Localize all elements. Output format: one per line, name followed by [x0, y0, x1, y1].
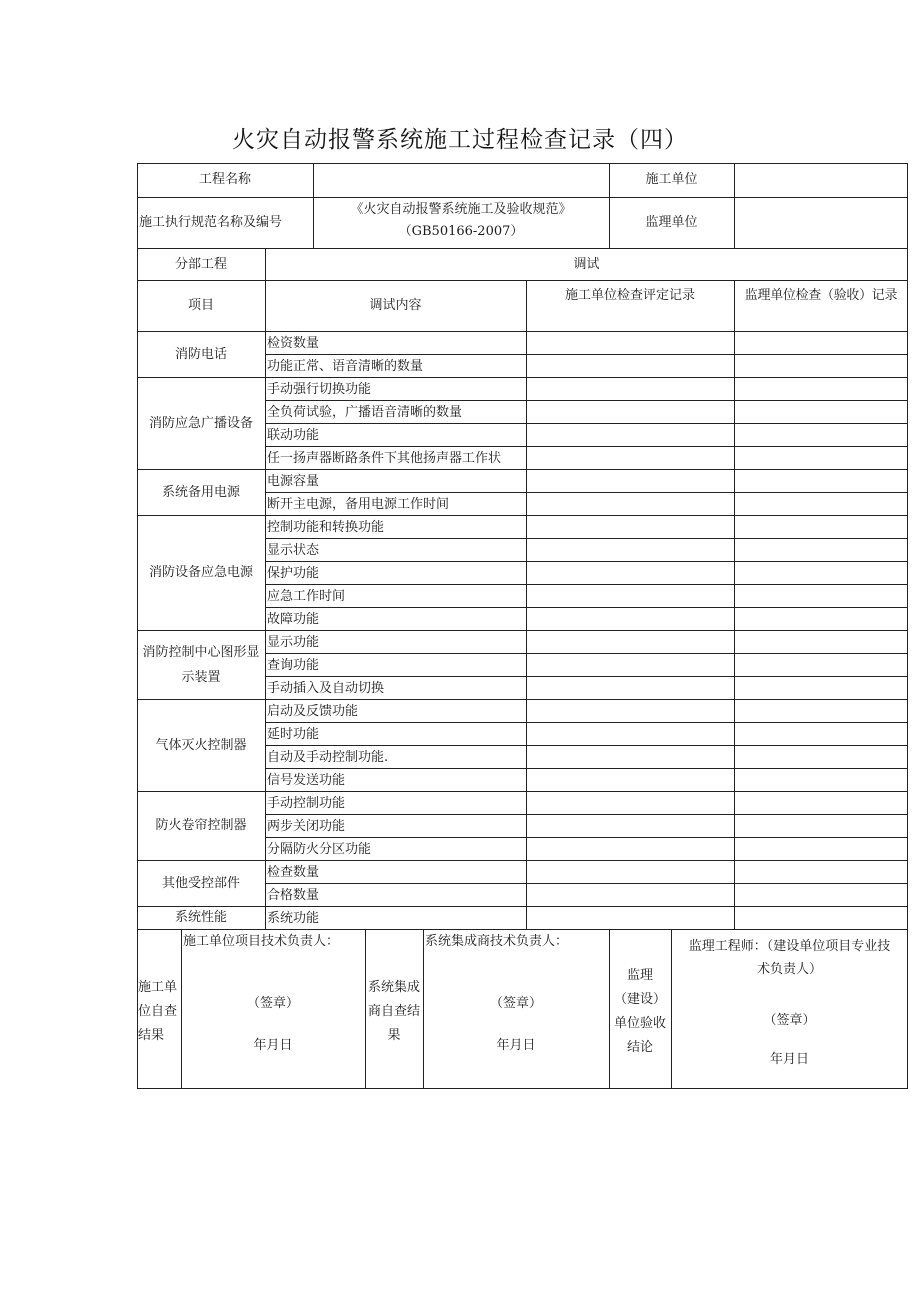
check-item-label: 两步关闭功能: [267, 819, 346, 834]
supervision-unit-label: 监理单位: [645, 215, 698, 230]
check-item-label: 手动控制功能: [267, 796, 346, 811]
check-item-label: 保护功能: [267, 566, 320, 581]
engineer-label-line2: 术负责人）: [756, 962, 822, 977]
integrator-label-2: 商自查结: [367, 1004, 420, 1019]
supervision-record-cell[interactable]: [735, 769, 907, 790]
check-item-label: 联动功能: [267, 428, 320, 443]
self-check-label-2: 位自查: [138, 1004, 178, 1019]
row-divider: [265, 837, 908, 838]
construction-record-cell[interactable]: [527, 470, 733, 491]
supervision-record-cell[interactable]: [735, 815, 907, 836]
acceptance-label-4: 结论: [626, 1040, 653, 1055]
supervision-record-cell[interactable]: [735, 401, 907, 422]
sub-project-label: 分部工程: [174, 257, 227, 272]
supervision-record-cell[interactable]: [735, 700, 907, 721]
check-item-label: 查询功能: [267, 658, 320, 673]
self-check-label-3: 结果: [138, 1028, 165, 1043]
supervision-record-cell[interactable]: [735, 608, 907, 629]
integrator-date: 年月日: [496, 1038, 536, 1053]
construction-record-cell[interactable]: [527, 447, 733, 468]
row-divider: [265, 446, 908, 447]
group-label: 系统备用电源: [161, 484, 240, 500]
supervision-record-cell[interactable]: [735, 723, 907, 744]
construction-record-cell[interactable]: [527, 424, 733, 445]
column-header-construction-record: 施工单位检查评定记录: [564, 288, 695, 303]
construction-record-cell[interactable]: [527, 792, 733, 813]
construction-record-cell[interactable]: [527, 378, 733, 399]
group-label: 消防设备应急电源: [148, 565, 253, 580]
construction-record-cell[interactable]: [527, 861, 733, 882]
construction-record-cell[interactable]: [527, 585, 733, 606]
construction-record-cell[interactable]: [527, 401, 733, 422]
construction-record-cell[interactable]: [527, 516, 733, 537]
construction-record-cell[interactable]: [527, 769, 733, 790]
check-item-label: 手动强行切换功能: [267, 382, 372, 397]
construction-seal: （签章）: [246, 996, 299, 1011]
check-item-label: 手动插入及自动切换: [267, 681, 385, 696]
construction-record-cell[interactable]: [527, 355, 733, 376]
supervision-record-cell[interactable]: [735, 746, 907, 767]
construction-record-cell[interactable]: [527, 677, 733, 698]
supervision-record-cell[interactable]: [735, 562, 907, 583]
row-divider: [137, 248, 908, 249]
check-item-label: 检资数量: [267, 336, 320, 351]
supervision-record-cell[interactable]: [735, 585, 907, 606]
row-divider: [265, 768, 908, 769]
row-divider: [265, 883, 908, 884]
group-label: 防火卷帘控制器: [155, 818, 247, 833]
construction-date: 年月日: [253, 1038, 293, 1053]
supervision-record-cell[interactable]: [735, 792, 907, 813]
acceptance-label-3: 单位验收: [613, 1016, 666, 1031]
supervision-record-cell[interactable]: [735, 907, 907, 928]
check-item-label: 应急工作时间: [267, 589, 346, 604]
project-name-label: 工程名称: [198, 172, 251, 187]
construction-record-cell[interactable]: [527, 723, 733, 744]
row-divider: [265, 561, 908, 562]
row-divider: [265, 722, 908, 723]
self-check-label-1: 施工单: [138, 980, 178, 995]
spec-label: 施工执行规范名称及编号: [139, 215, 283, 230]
supervision-record-cell[interactable]: [735, 631, 907, 652]
engineer-date: 年月日: [769, 1052, 809, 1067]
supervision-record-cell[interactable]: [735, 332, 907, 353]
construction-record-cell[interactable]: [527, 631, 733, 652]
check-item-label: 电源容量: [267, 474, 320, 489]
row-divider: [265, 676, 908, 677]
check-item-label: 系统功能: [267, 911, 320, 926]
engineer-seal: （签章）: [763, 1013, 816, 1028]
row-divider: [265, 814, 908, 815]
row-divider: [265, 354, 908, 355]
row-divider: [265, 400, 908, 401]
construction-record-cell[interactable]: [527, 539, 733, 560]
construction-record-cell[interactable]: [527, 884, 733, 905]
construction-record-cell[interactable]: [527, 746, 733, 767]
row-divider: [265, 745, 908, 746]
row-divider: [265, 423, 908, 424]
supervision-record-cell[interactable]: [735, 447, 907, 468]
row-divider: [137, 280, 908, 281]
check-item-label: 控制功能和转换功能: [267, 520, 385, 535]
check-item-label: 任一扬声器断路条件下其他扬声器工作状: [267, 451, 502, 466]
construction-unit-label: 施工单位: [645, 172, 698, 187]
supervision-record-cell[interactable]: [735, 539, 907, 560]
supervision-record-cell[interactable]: [735, 677, 907, 698]
check-item-label: 信号发送功能: [267, 773, 346, 788]
group-label: 气体灭火控制器: [155, 737, 247, 753]
construction-record-cell[interactable]: [527, 815, 733, 836]
check-item-label: 功能正常、语音清晰的数量: [267, 359, 424, 374]
sub-project-value: 调试: [573, 257, 600, 272]
check-item-label: 合格数量: [267, 888, 320, 903]
spec-value-line1: 《火灾自动报警系统施工及验收规范》: [350, 202, 572, 217]
check-item-label: 检查数量: [267, 865, 320, 880]
row-divider: [265, 538, 908, 539]
supervision-record-cell[interactable]: [735, 470, 907, 491]
construction-record-cell[interactable]: [527, 332, 733, 353]
construction-record-cell[interactable]: [527, 493, 733, 514]
page-title: 火灾自动报警系统施工过程检查记录（四）: [232, 127, 688, 153]
supervision-record-cell[interactable]: [735, 861, 907, 882]
acceptance-label-2: （建设）: [613, 992, 666, 1007]
col-divider: [265, 248, 266, 929]
construction-record-cell[interactable]: [527, 562, 733, 583]
acceptance-label-1: 监理: [626, 968, 653, 983]
integrator-label-1: 系统集成: [367, 980, 420, 995]
group-label-line2: 示装置: [181, 669, 221, 685]
construction-record-cell[interactable]: [527, 907, 733, 928]
group-label: 消防应急广播设备: [148, 415, 253, 431]
check-item-label: 延时功能: [267, 727, 320, 742]
supervision-record-cell[interactable]: [735, 654, 907, 675]
integrator-label-3: 果: [387, 1028, 401, 1043]
check-item-label: 故障功能: [267, 612, 320, 627]
group-label-line1: 消防控制中心图形显: [142, 644, 260, 660]
row-divider: [265, 607, 908, 608]
group-label: 系统性能: [174, 910, 227, 925]
column-header-content: 调试内容: [369, 298, 422, 313]
check-item-label: 全负荷试验，广播语音清晰的数量: [267, 405, 463, 420]
construction-record-cell[interactable]: [527, 700, 733, 721]
integrator-lead-label: 系统集成商技术负责人：: [425, 934, 569, 949]
group-label: 其他受控部件: [161, 875, 240, 891]
check-item-label: 显示状态: [267, 543, 320, 558]
supervision-record-cell[interactable]: [735, 838, 907, 859]
construction-record-cell[interactable]: [527, 654, 733, 675]
col-divider: [734, 163, 735, 248]
column-header-supervision-record: 监理单位检查（验收）记录: [744, 288, 898, 303]
group-label: 消防电话: [174, 346, 227, 362]
supervision-record-cell[interactable]: [735, 378, 907, 399]
check-item-label: 启动及反馈功能: [267, 704, 359, 719]
engineer-label-line1: 监理工程师：（建设单位项目专业技: [688, 939, 891, 954]
check-item-label: 分隔防火分区功能: [267, 842, 372, 857]
check-item-label: 断开主电源，备用电源工作时间: [267, 497, 450, 512]
row-divider: [265, 653, 908, 654]
construction-record-cell[interactable]: [527, 608, 733, 629]
check-item-label: 自动及手动控制功能.: [267, 750, 389, 765]
row-divider: [265, 492, 908, 493]
construction-lead-label: 施工单位项目技术负责人：: [183, 934, 340, 949]
check-item-label: 显示功能: [267, 635, 320, 650]
spec-value-line2: （GB50166-2007）: [398, 224, 524, 239]
supervision-record-cell[interactable]: [735, 424, 907, 445]
supervision-record-cell[interactable]: [735, 516, 907, 537]
construction-record-cell[interactable]: [527, 838, 733, 859]
integrator-seal: （签章）: [489, 996, 542, 1011]
supervision-record-cell[interactable]: [735, 493, 907, 514]
supervision-record-cell[interactable]: [735, 884, 907, 905]
row-divider: [265, 584, 908, 585]
supervision-record-cell[interactable]: [735, 355, 907, 376]
column-header-item: 项目: [187, 298, 214, 313]
